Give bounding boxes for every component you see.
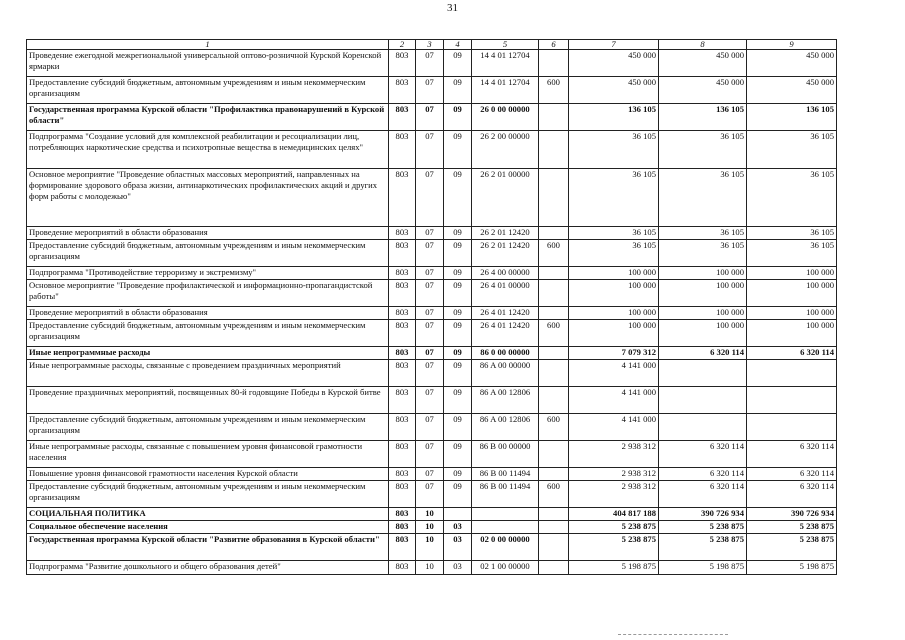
table-row [27,227,837,240]
target-article-cell: 26 4 01 00000 [472,280,539,307]
gr-code-cell: 803 [389,468,416,481]
target-article-cell: 26 4 01 12420 [472,307,539,320]
amount-year3-cell: 6 320 114 [747,468,837,481]
section-code-cell: 07 [416,131,444,169]
subsection-code-cell: 09 [444,468,472,481]
amount-year2-cell: 5 238 875 [659,521,747,534]
expense-type-cell [539,441,569,468]
amount-year3-cell: 100 000 [747,280,837,307]
subsection-code-cell: 09 [444,131,472,169]
row-name-cell: Проведение ежегодной межрегиональной универсальной оптово-розничной Курской Коренской ярмарки [27,50,389,77]
row-name-cell: Иные непрограммные расходы [27,347,389,360]
gr-code-cell: 803 [389,131,416,169]
amount-year2-cell [659,360,747,387]
section-code-cell: 07 [416,387,444,414]
expense-type-cell [539,169,569,227]
amount-year2-cell: 6 320 114 [659,347,747,360]
section-code-cell: 07 [416,227,444,240]
expense-type-cell [539,50,569,77]
table-row [27,267,837,280]
amount-year2-cell: 450 000 [659,50,747,77]
amount-year3-cell [747,360,837,387]
amount-year2-cell: 100 000 [659,320,747,347]
table-row [27,387,837,414]
section-code-cell: 10 [416,561,444,575]
row-name-cell: Подпрограмма "Создание условий для комплексной реабилитации и ресоциализации лиц, потребляющих наркотические средства и психотропные вещества в немедицинских целях" [27,131,389,169]
amount-year1-cell: 5 238 875 [569,534,659,561]
gr-code-cell: 803 [389,387,416,414]
gr-code-cell: 803 [389,561,416,575]
row-name-cell: Повышение уровня финансовой грамотности населения Курской области [27,468,389,481]
amount-year3-cell: 6 320 114 [747,481,837,508]
section-code-cell: 07 [416,50,444,77]
table-row [27,104,837,131]
target-article-cell: 26 4 00 00000 [472,267,539,280]
amount-year1-cell: 36 105 [569,131,659,169]
header-cell: 8 [659,40,747,50]
amount-year2-cell: 100 000 [659,267,747,280]
table-row [27,131,837,169]
target-article-cell: 26 2 01 12420 [472,227,539,240]
table-row [27,77,837,104]
expense-type-cell [539,508,569,521]
section-code-cell: 07 [416,267,444,280]
gr-code-cell: 803 [389,320,416,347]
amount-year3-cell: 136 105 [747,104,837,131]
table-row [27,320,837,347]
target-article-cell [472,508,539,521]
page-number: 31 [447,2,458,14]
table-row [27,347,837,360]
subsection-code-cell: 09 [444,280,472,307]
target-article-cell: 86 0 00 00000 [472,347,539,360]
subsection-code-cell: 03 [444,534,472,561]
row-name-cell: Основное мероприятие "Проведение профилактической и информационно-пропагандистской работы" [27,280,389,307]
row-name-cell: Проведение праздничных мероприятий, посвященных 80-й годовщине Победы в Курской битве [27,387,389,414]
target-article-cell: 14 4 01 12704 [472,77,539,104]
row-name-cell: Подпрограмма "Противодействие терроризму и экстремизму" [27,267,389,280]
subsection-code-cell: 03 [444,561,472,575]
table-row [27,508,837,521]
amount-year1-cell: 5 238 875 [569,521,659,534]
amount-year3-cell: 36 105 [747,227,837,240]
expense-type-cell: 600 [539,481,569,508]
row-name-cell: Основное мероприятие "Проведение областных массовых мероприятий, направленных на формирование здорового образа жизни, антинаркотических профилактических акций и других форм работы с молодежью" [27,169,389,227]
table-row [27,534,837,561]
target-article-cell: 26 2 01 12420 [472,240,539,267]
gr-code-cell: 803 [389,360,416,387]
gr-code-cell: 803 [389,267,416,280]
section-code-cell: 07 [416,468,444,481]
gr-code-cell: 803 [389,227,416,240]
subsection-code-cell: 09 [444,240,472,267]
row-name-cell: Проведение мероприятий в области образования [27,227,389,240]
scan-artifact-line [618,634,728,637]
amount-year2-cell: 100 000 [659,280,747,307]
gr-code-cell: 803 [389,240,416,267]
amount-year1-cell: 100 000 [569,267,659,280]
row-name-cell: Предоставление субсидий бюджетным, автономным учреждениям и иным некоммерческим организациям [27,77,389,104]
section-code-cell: 07 [416,320,444,347]
amount-year1-cell: 450 000 [569,77,659,104]
table-row [27,360,837,387]
amount-year3-cell: 5 238 875 [747,521,837,534]
row-name-cell: Предоставление субсидий бюджетным, автономным учреждениям и иным некоммерческим организациям [27,320,389,347]
target-article-cell: 86 B 00 11494 [472,481,539,508]
row-name-cell: СОЦИАЛЬНАЯ ПОЛИТИКА [27,508,389,521]
subsection-code-cell: 09 [444,360,472,387]
target-article-cell: 86 A 00 12806 [472,414,539,441]
section-code-cell: 07 [416,77,444,104]
gr-code-cell: 803 [389,441,416,468]
header-cell: 5 [472,40,539,50]
row-name-cell: Предоставление субсидий бюджетным, автономным учреждениям и иным некоммерческим организациям [27,240,389,267]
row-name-cell: Иные непрограммные расходы, связанные с проведением праздничных мероприятий [27,360,389,387]
amount-year1-cell: 36 105 [569,227,659,240]
target-article-cell: 86 A 00 12806 [472,387,539,414]
amount-year3-cell: 5 238 875 [747,534,837,561]
amount-year2-cell: 6 320 114 [659,481,747,508]
target-article-cell: 26 2 01 00000 [472,169,539,227]
amount-year2-cell: 6 320 114 [659,441,747,468]
amount-year2-cell: 390 726 934 [659,508,747,521]
subsection-code-cell: 09 [444,169,472,227]
row-name-cell: Проведение мероприятий в области образования [27,307,389,320]
section-code-cell: 07 [416,414,444,441]
budget-table [26,39,837,575]
subsection-code-cell [444,508,472,521]
table-row [27,307,837,320]
row-name-cell: Предоставление субсидий бюджетным, автономным учреждениям и иным некоммерческим организациям [27,414,389,441]
expense-type-cell [539,561,569,575]
expense-type-cell: 600 [539,240,569,267]
subsection-code-cell: 09 [444,320,472,347]
table-header-row [27,40,837,50]
header-cell: 2 [389,40,416,50]
target-article-cell: 86 B 00 00000 [472,441,539,468]
subsection-code-cell: 09 [444,414,472,441]
subsection-code-cell: 09 [444,267,472,280]
subsection-code-cell: 09 [444,441,472,468]
amount-year3-cell: 100 000 [747,307,837,320]
table-row [27,441,837,468]
amount-year1-cell: 4 141 000 [569,387,659,414]
row-name-cell: Подпрограмма "Развитие дошкольного и общего образования детей" [27,561,389,575]
table-row [27,280,837,307]
table-row [27,481,837,508]
expense-type-cell [539,521,569,534]
section-code-cell: 10 [416,534,444,561]
amount-year3-cell: 36 105 [747,240,837,267]
header-cell: 7 [569,40,659,50]
section-code-cell: 07 [416,481,444,508]
header-cell: 3 [416,40,444,50]
amount-year1-cell: 4 141 000 [569,414,659,441]
expense-type-cell [539,534,569,561]
header-cell: 4 [444,40,472,50]
target-article-cell: 26 4 01 12420 [472,320,539,347]
subsection-code-cell: 09 [444,347,472,360]
amount-year2-cell [659,387,747,414]
amount-year3-cell: 36 105 [747,169,837,227]
header-cell: 9 [747,40,837,50]
amount-year1-cell: 2 938 312 [569,441,659,468]
expense-type-cell: 600 [539,320,569,347]
section-code-cell: 07 [416,169,444,227]
table-row [27,521,837,534]
target-article-cell: 26 0 00 00000 [472,104,539,131]
expense-type-cell: 600 [539,414,569,441]
gr-code-cell: 803 [389,521,416,534]
gr-code-cell: 803 [389,169,416,227]
target-article-cell: 14 4 01 12704 [472,50,539,77]
amount-year2-cell: 6 320 114 [659,468,747,481]
row-name-cell: Иные непрограммные расходы, связанные с повышением уровня финансовой грамотности населения [27,441,389,468]
section-code-cell: 07 [416,441,444,468]
expense-type-cell [539,227,569,240]
table-row [27,468,837,481]
row-name-cell: Предоставление субсидий бюджетным, автономным учреждениям и иным некоммерческим организациям [27,481,389,508]
subsection-code-cell: 09 [444,481,472,508]
amount-year1-cell: 2 938 312 [569,468,659,481]
amount-year2-cell: 5 198 875 [659,561,747,575]
section-code-cell: 10 [416,521,444,534]
subsection-code-cell: 09 [444,50,472,77]
gr-code-cell: 803 [389,104,416,131]
row-name-cell: Государственная программа Курской области "Профилактика правонарушений в Курской области" [27,104,389,131]
subsection-code-cell: 09 [444,307,472,320]
amount-year2-cell: 5 238 875 [659,534,747,561]
expense-type-cell [539,131,569,169]
expense-type-cell [539,347,569,360]
amount-year3-cell: 390 726 934 [747,508,837,521]
amount-year2-cell [659,414,747,441]
amount-year1-cell: 100 000 [569,307,659,320]
amount-year3-cell [747,387,837,414]
amount-year1-cell: 450 000 [569,50,659,77]
section-code-cell: 10 [416,508,444,521]
gr-code-cell: 803 [389,481,416,508]
table-row [27,240,837,267]
gr-code-cell: 803 [389,77,416,104]
target-article-cell [472,521,539,534]
amount-year2-cell: 36 105 [659,240,747,267]
expense-type-cell [539,387,569,414]
amount-year2-cell: 36 105 [659,131,747,169]
amount-year1-cell: 36 105 [569,240,659,267]
gr-code-cell: 803 [389,414,416,441]
target-article-cell: 02 0 00 00000 [472,534,539,561]
gr-code-cell: 803 [389,280,416,307]
amount-year3-cell: 450 000 [747,50,837,77]
section-code-cell: 07 [416,240,444,267]
target-article-cell: 86 A 00 00000 [472,360,539,387]
subsection-code-cell: 03 [444,521,472,534]
gr-code-cell: 803 [389,307,416,320]
section-code-cell: 07 [416,280,444,307]
amount-year3-cell: 6 320 114 [747,441,837,468]
amount-year1-cell: 404 817 188 [569,508,659,521]
amount-year1-cell: 2 938 312 [569,481,659,508]
amount-year2-cell: 136 105 [659,104,747,131]
target-article-cell: 86 B 00 11494 [472,468,539,481]
table-row [27,169,837,227]
amount-year1-cell: 5 198 875 [569,561,659,575]
expense-type-cell [539,307,569,320]
table-row [27,50,837,77]
subsection-code-cell: 09 [444,387,472,414]
amount-year3-cell: 450 000 [747,77,837,104]
row-name-cell: Социальное обеспечение населения [27,521,389,534]
amount-year1-cell: 100 000 [569,320,659,347]
table-row [27,561,837,575]
amount-year3-cell [747,414,837,441]
amount-year3-cell: 5 198 875 [747,561,837,575]
amount-year3-cell: 6 320 114 [747,347,837,360]
expense-type-cell [539,280,569,307]
section-code-cell: 07 [416,104,444,131]
amount-year1-cell: 136 105 [569,104,659,131]
amount-year2-cell: 36 105 [659,169,747,227]
section-code-cell: 07 [416,360,444,387]
target-article-cell: 02 1 00 00000 [472,561,539,575]
expense-type-cell [539,360,569,387]
amount-year1-cell: 36 105 [569,169,659,227]
amount-year3-cell: 36 105 [747,131,837,169]
expense-type-cell [539,267,569,280]
gr-code-cell: 803 [389,508,416,521]
row-name-cell: Государственная программа Курской области "Развитие образования в Курской области" [27,534,389,561]
expense-type-cell [539,468,569,481]
target-article-cell: 26 2 00 00000 [472,131,539,169]
amount-year3-cell: 100 000 [747,267,837,280]
amount-year2-cell: 450 000 [659,77,747,104]
gr-code-cell: 803 [389,50,416,77]
amount-year1-cell: 7 079 312 [569,347,659,360]
expense-type-cell [539,104,569,131]
amount-year3-cell: 100 000 [747,320,837,347]
expense-type-cell: 600 [539,77,569,104]
header-cell: 1 [27,40,389,50]
subsection-code-cell: 09 [444,227,472,240]
section-code-cell: 07 [416,307,444,320]
gr-code-cell: 803 [389,534,416,561]
subsection-code-cell: 09 [444,104,472,131]
amount-year2-cell: 100 000 [659,307,747,320]
amount-year2-cell: 36 105 [659,227,747,240]
header-cell: 6 [539,40,569,50]
amount-year1-cell: 4 141 000 [569,360,659,387]
amount-year1-cell: 100 000 [569,280,659,307]
section-code-cell: 07 [416,347,444,360]
subsection-code-cell: 09 [444,77,472,104]
table-row [27,414,837,441]
gr-code-cell: 803 [389,347,416,360]
